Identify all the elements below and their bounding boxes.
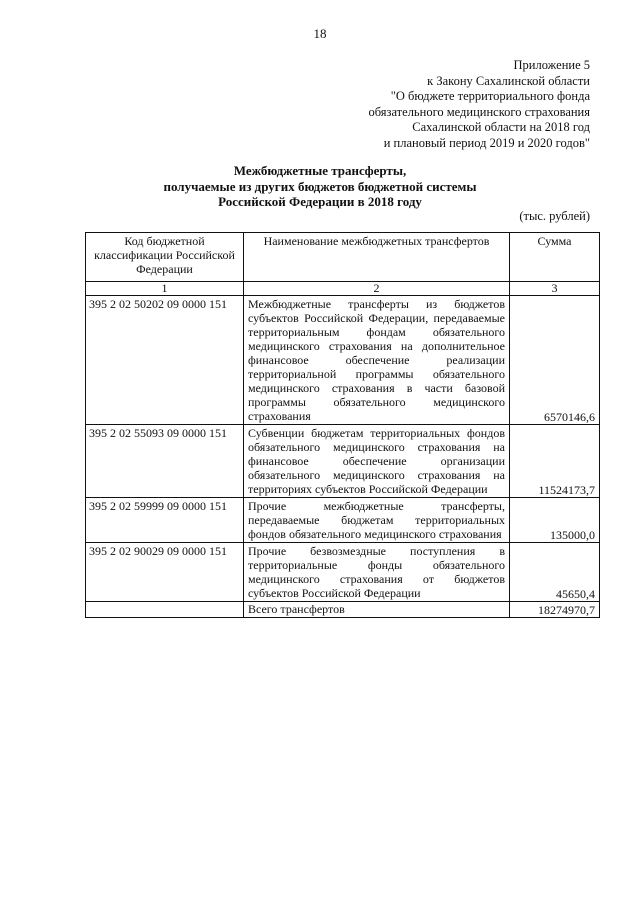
title-line: Межбюджетные трансферты, <box>233 163 407 178</box>
appendix-line: Сахалинской области на 2018 год <box>412 120 590 134</box>
header-code: Код бюджетной классификации Российской Федерации <box>86 233 244 282</box>
transfer-name: Прочие безвозмездные поступления в территориальные фонды обязательного медицинского страхования от бюджетов субъектов Российской Федерации <box>244 543 510 602</box>
appendix-header <box>368 58 590 151</box>
appendix-line: к Закону Сахалинской области <box>427 73 590 88</box>
appendix-line: "О бюджете территориального фонда <box>390 89 590 103</box>
appendix-line: обязательного медицинского страхования <box>368 104 590 119</box>
header-name: Наименование межбюджетных трансфертов <box>244 233 510 282</box>
table-row <box>86 296 600 425</box>
column-number: 3 <box>510 282 600 296</box>
column-number-row <box>86 282 600 296</box>
transfer-name: Межбюджетные трансферты из бюджетов субъектов Российской Федерации, передаваемые территориальным фондам обязательного медицинского страхования на дополнительное финансовое обеспечение реализации территориальной программы обязательного медицинского страхования в части базовой программы обязательного медицинского страхования <box>244 296 510 425</box>
column-number: 1 <box>86 282 244 296</box>
table-row <box>86 543 600 602</box>
budget-code: 395 2 02 50202 09 0000 151 <box>86 296 244 425</box>
transfers-table <box>85 232 600 618</box>
appendix-line: Приложение 5 <box>513 58 590 72</box>
transfer-sum: 45650,4 <box>510 543 600 602</box>
budget-code: 395 2 02 55093 09 0000 151 <box>86 425 244 498</box>
appendix-line: и плановый период 2019 и 2020 годов" <box>383 135 590 150</box>
document-title <box>0 163 640 210</box>
units-label: (тыс. рублей) <box>519 209 590 223</box>
title-line: получаемые из других бюджетов бюджетной системы <box>163 178 477 194</box>
title-line: Российской Федерации в 2018 году <box>218 194 422 209</box>
total-label: Всего трансфертов <box>244 602 510 618</box>
transfer-name: Прочие межбюджетные трансферты, передаваемые бюджетам территориальных фондов обязательного медицинского страхования <box>244 498 510 543</box>
header-sum: Сумма <box>510 233 600 282</box>
table-header-row <box>86 233 600 282</box>
column-number: 2 <box>244 282 510 296</box>
table-row <box>86 498 600 543</box>
total-empty-cell <box>86 602 244 618</box>
budget-code: 395 2 02 90029 09 0000 151 <box>86 543 244 602</box>
total-sum: 18274970,7 <box>510 602 600 618</box>
budget-code: 395 2 02 59999 09 0000 151 <box>86 498 244 543</box>
page-number: 18 <box>313 26 327 41</box>
table-row <box>86 425 600 498</box>
transfer-sum: 11524173,7 <box>510 425 600 498</box>
total-row <box>86 602 600 618</box>
transfer-sum: 135000,0 <box>510 498 600 543</box>
transfer-name: Субвенции бюджетам территориальных фондов обязательного медицинского страхования на финансовое обеспечение организации обязательного медицинского страхования на территориях субъектов Российской Федерации <box>244 425 510 498</box>
transfer-sum: 6570146,6 <box>510 296 600 425</box>
